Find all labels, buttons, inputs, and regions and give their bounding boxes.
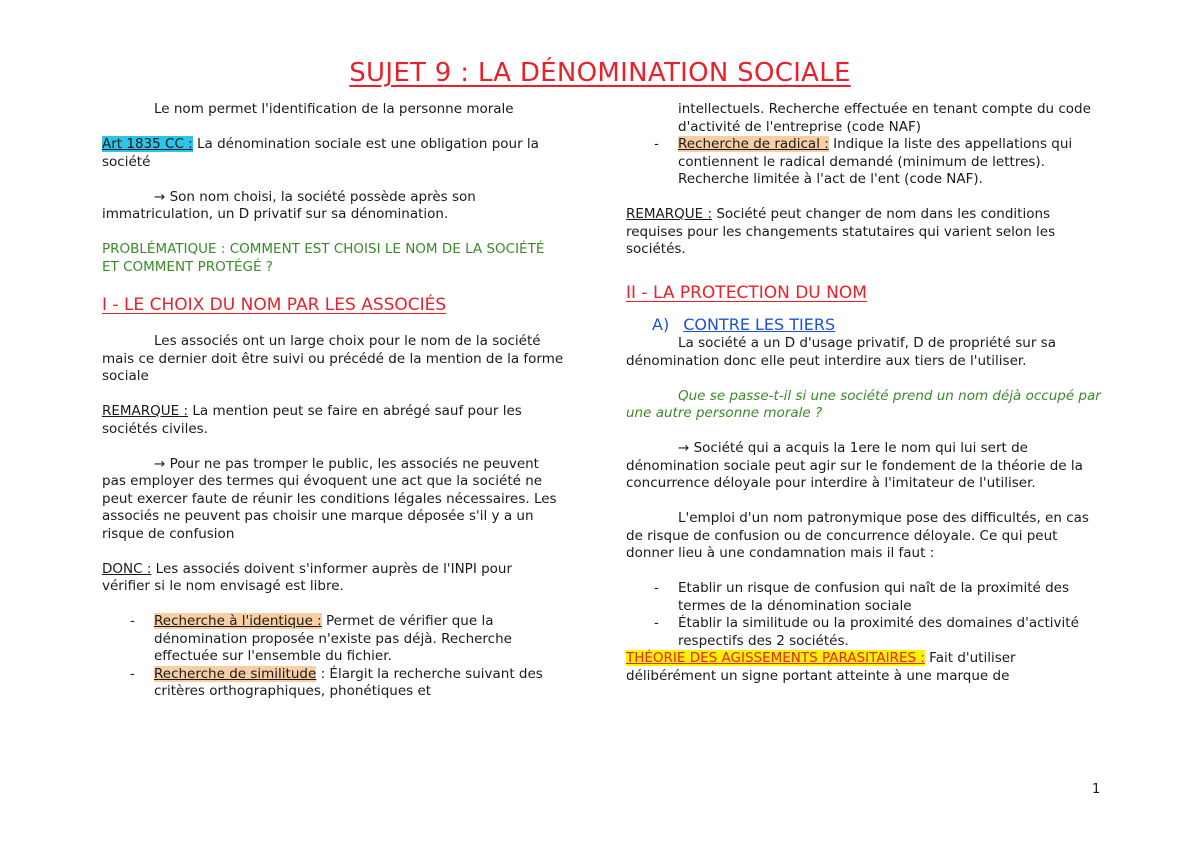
section-heading-2: II - LA PROTECTION DU NOM	[626, 283, 867, 303]
list-item-label: Recherche de radical :	[678, 136, 829, 152]
article-label: Art 1835 CC :	[102, 136, 193, 152]
subsection-heading-a	[626, 314, 1104, 335]
remarque-label: REMARQUE :	[102, 403, 189, 419]
list-item: - Etablir un risque de confusion qui naît de la proximité des termes de la dénomination sociale	[626, 580, 1104, 615]
arrow-paragraph-1: → Son nom choisi, la société possède après son immatriculation, un D privatif sur sa dénomination.	[102, 188, 476, 222]
remarque-paragraph	[626, 206, 1104, 259]
paragraph-b: L'emploi d'un nom patronymique pose des difficultés, en cas de risque de confusion ou de concurrence déloyale. Ce qui peut donner lieu à une condamnation mais il faut :	[626, 510, 1089, 561]
problematique: PROBLÉMATIQUE : COMMENT EST CHOISI LE NOM DE LA SOCIÉTÉ ET COMMENT PROTÉGÉ ?	[102, 241, 545, 275]
research-list	[102, 613, 564, 701]
list-item	[102, 666, 564, 701]
list-item	[626, 136, 1104, 189]
radical-list	[626, 136, 1104, 189]
remarque-text: La mention peut se faire en abrégé sauf pour les sociétés civiles.	[102, 403, 522, 437]
page-number: 1	[1092, 782, 1101, 797]
section-heading-1: I - LE CHOIX DU NOM PAR LES ASSOCIÉS	[102, 294, 447, 315]
arrow-paragraph-2: → Pour ne pas tromper le public, les associés ne peuvent pas employer des termes qui évoquent une act que la société ne peut exercer faute de réunir les conditions légales nécessaires. Les associés ne peuvent pas choisir une marque déposée s'il y a un risque de confusion	[102, 455, 557, 542]
list-item: - Établir la similitude ou la proximité des domaines d'activité respectifs des 2 sociétés.	[626, 615, 1104, 650]
subsection-title: CONTRE LES TIERS	[683, 315, 836, 334]
page-title: SUJET 9 : LA DÉNOMINATION SOCIALE	[349, 58, 851, 88]
theorie-text: Fait d'utiliser délibérément un signe portant atteinte à une marque de	[626, 650, 1016, 684]
theorie-paragraph	[626, 650, 1104, 685]
paragraph-a: La société a un D d'usage privatif, D de propriété sur sa dénomination donc elle peut interdire aux tiers de l'utiliser.	[626, 335, 1056, 369]
list-item-text: Permet de vérifier que la dénomination proposée n'existe pas déjà. Recherche effectuée sur l'ensemble du fichier.	[154, 613, 512, 664]
arrow-paragraph-3: → Société qui a acquis la 1ere le nom qui lui sert de dénomination sociale peut agir sur le fondement de la théorie de la concurrence déloyale pour interdire à l'imitateur de l'utiliser.	[626, 440, 1083, 491]
remarque-text: Société peut changer de nom dans les conditions requises pour les changements statutaires qui varient selon les sociétés.	[626, 206, 1056, 257]
list-item-text: : Élargit la recherche suivant des critères orthographiques, phonétiques et	[154, 665, 543, 699]
subsection-letter: A)	[652, 315, 670, 334]
remarque-label: REMARQUE :	[626, 206, 713, 222]
question-text: Que se passe-t-il si une société prend un nom déjà occupé par une autre personne morale ?	[626, 387, 1101, 421]
intro-text: Le nom permet l'identification de la personne morale	[154, 101, 514, 117]
donc-paragraph	[102, 561, 564, 596]
list-item	[102, 613, 564, 666]
right-column	[626, 101, 1104, 685]
list-item-label: Recherche à l'identique :	[154, 613, 322, 629]
theorie-label: THÉORIE DES AGISSEMENTS PARASITAIRES :	[626, 650, 925, 666]
list-item-label: Recherche de similitude	[154, 665, 317, 682]
continuation-text: intellectuels. Recherche effectuée en tenant compte du code d'activité de l'entreprise (code NAF)	[678, 101, 1091, 135]
remarque-paragraph	[102, 403, 564, 438]
left-column	[102, 101, 564, 701]
donc-text: Les associés doivent s'informer auprès de l'INPI pour vérifier si le nom envisagé est libre.	[102, 560, 513, 594]
list-item-text: Indique la liste des appellations qui contiennent le radical demandé (minimum de lettres). Recherche limitée à l'act de l'ent (code NAF).	[678, 136, 1073, 187]
donc-label: DONC :	[102, 560, 152, 577]
article-text: La dénomination sociale est une obligation pour la société	[102, 136, 539, 170]
conditions-list	[626, 580, 1104, 650]
paragraph-1: Les associés ont un large choix pour le nom de la société mais ce dernier doit être suivi ou précédé de la mention de la forme sociale	[102, 333, 564, 384]
article-paragraph	[102, 136, 564, 171]
